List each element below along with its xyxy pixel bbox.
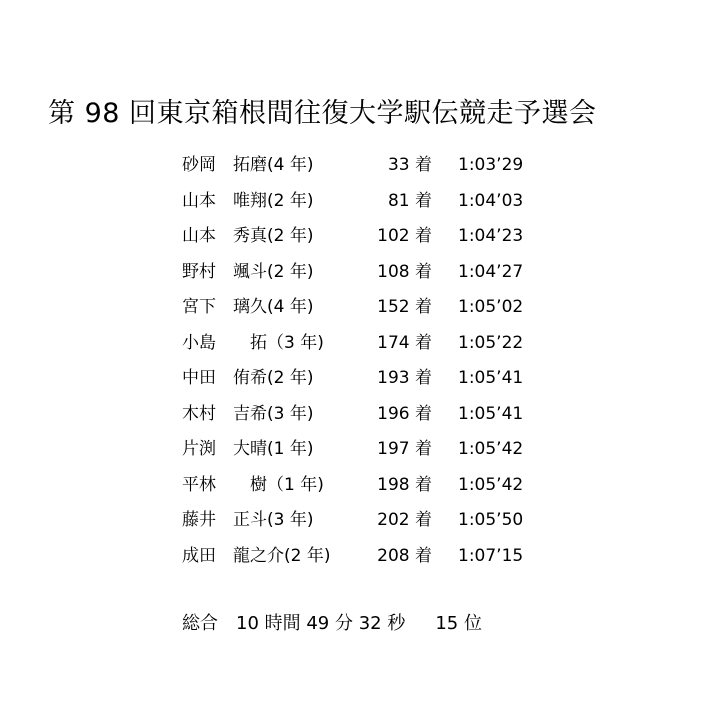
result-row <box>182 541 542 577</box>
runner-name: 宮下 璃久(4 年) <box>182 297 314 317</box>
result-row <box>182 470 542 506</box>
runner-name: 小島 拓（3 年) <box>182 332 324 353</box>
result-row <box>182 363 542 399</box>
runner-time: 1:07’15 <box>458 545 524 566</box>
runner-rank: 208 着 <box>377 545 432 566</box>
runner-name: 砂岡 拓磨(4 年) <box>182 155 314 175</box>
total-rank: 15 位 <box>435 613 482 634</box>
runner-rank: 81 着 <box>387 190 432 211</box>
runner-name: 山本 秀真(2 年) <box>182 226 314 246</box>
total-summary <box>182 608 482 640</box>
runner-time: 1:03’29 <box>458 155 524 175</box>
runner-time: 1:05’41 <box>458 368 524 388</box>
document-title: 第 98 回東京箱根間往復大学駅伝競走予選会 <box>48 98 597 129</box>
result-row <box>182 292 542 328</box>
runner-time: 1:04’03 <box>458 190 524 211</box>
runner-rank: 152 着 <box>377 297 432 317</box>
runner-name: 野村 颯斗(2 年) <box>182 261 314 282</box>
results-list <box>182 150 542 576</box>
runner-name: 成田 龍之介(2 年) <box>182 545 331 566</box>
result-row <box>182 150 542 186</box>
runner-time: 1:05’50 <box>458 510 524 530</box>
runner-rank: 174 着 <box>377 332 432 353</box>
runner-rank: 196 着 <box>377 403 432 424</box>
runner-time: 1:04’23 <box>458 226 524 246</box>
runner-name: 山本 唯翔(2 年) <box>182 190 314 211</box>
runner-time: 1:05’22 <box>458 332 524 353</box>
runner-time: 1:04’27 <box>458 261 524 282</box>
result-row <box>182 221 542 257</box>
runner-time: 1:05’41 <box>458 403 524 424</box>
runner-rank: 108 着 <box>377 261 432 282</box>
runner-rank: 193 着 <box>377 368 432 388</box>
runner-time: 1:05’42 <box>458 439 524 459</box>
result-row <box>182 328 542 364</box>
runner-time: 1:05’02 <box>458 297 524 317</box>
runner-name: 藤井 正斗(3 年) <box>182 510 314 530</box>
runner-name: 平林 樹（1 年) <box>182 474 324 495</box>
result-row <box>182 505 542 541</box>
result-row <box>182 186 542 222</box>
result-row <box>182 434 542 470</box>
runner-rank: 33 着 <box>387 155 432 175</box>
runner-name: 片渕 大晴(1 年) <box>182 439 314 459</box>
runner-rank: 197 着 <box>377 439 432 459</box>
runner-rank: 202 着 <box>377 510 432 530</box>
runner-time: 1:05’42 <box>458 474 524 495</box>
runner-rank: 198 着 <box>377 474 432 495</box>
total-time: 総合 10 時間 49 分 32 秒 <box>182 613 406 634</box>
runner-name: 中田 侑希(2 年) <box>182 368 314 388</box>
runner-rank: 102 着 <box>377 226 432 246</box>
result-row <box>182 257 542 293</box>
result-row <box>182 399 542 435</box>
runner-name: 木村 吉希(3 年) <box>182 403 314 424</box>
